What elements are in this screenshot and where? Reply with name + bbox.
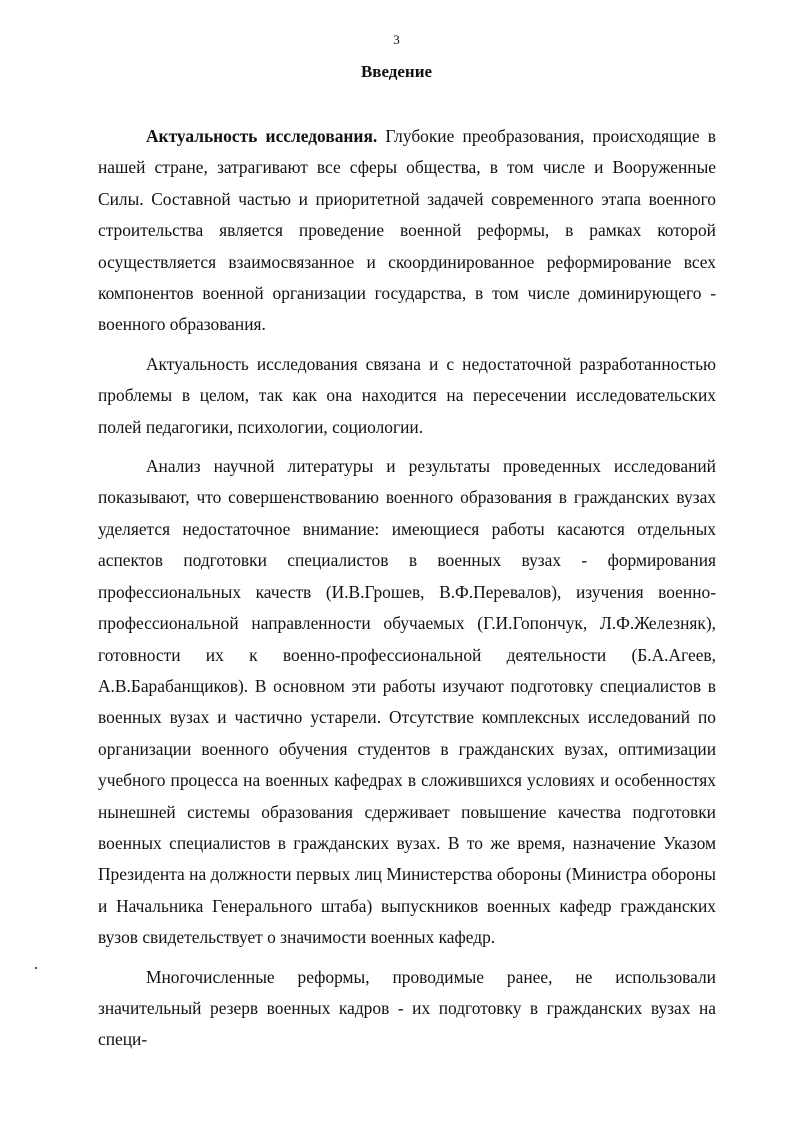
paragraph-lead: Актуальность исследования. — [146, 126, 378, 146]
margin-mark — [35, 967, 37, 969]
section-heading: Введение — [360, 62, 433, 81]
paragraph-1 — [98, 121, 716, 341]
paragraph-3: Анализ научной литературы и результаты проведенных исследований показывают, что совершенствованию военного образования в гражданских вузах уделяется недостаточное внимание: имеющиеся работы касаются отдельных аспектов подготовки специалистов в военных вузах - формирования профессиональных качеств (И.В.Грошев, В.Ф.Перевалов), изучения военно-профессиональной направленности обучаемых (Г.И.Гопончук, Л.Ф.Железняк), готовности их к военно-профессиональной деятельности (Б.А.Агеев, А.В.Барабанщиков). В основном эти работы изучают подготовку специалистов в военных вузах и частично устарели. Отсутствие комплексных исследований по организации военного обучения студентов в гражданских вузах, оптимизации учебного процесса на военных кафедрах в сложившихся условиях и особенностях нынешней системы образования сдерживает повышение качества подготовки военных специалистов в гражданских вузах. В то же время, назначение Указом Президента на должности первых лиц Министерства обороны (Министра обороны и Начальника Генерального штаба) выпускников военных кафедр гражданских вузов свидетельствует о значимости военных кафедр. — [98, 456, 716, 948]
document-body — [98, 121, 716, 1064]
paragraph-4: Многочисленные реформы, проводимые ранее, не использовали значительный резерв военных кадров - их подготовку в гражданских вузах на специ- — [98, 966, 716, 1050]
paragraph-text: Глубокие преобразования, происходящие в нашей стране, затрагивают все сферы общества, в том числе и Вооруженные Силы. Составной частью и приоритетной задачей современного этапа военного строительства является проведение военной реформы, в рамках которой осуществляется взаимосвязанное и скоординированное реформирование всех компонентов военной организации государства, в том числе доминирующего - военного образования. — [98, 126, 716, 335]
page-number: 3 — [393, 32, 400, 47]
paragraph-2: Актуальность исследования связана и с недостаточной разработанностью проблемы в целом, так как она находится на пересечении исследовательских полей педагогики, психологии, социологии. — [98, 353, 716, 437]
